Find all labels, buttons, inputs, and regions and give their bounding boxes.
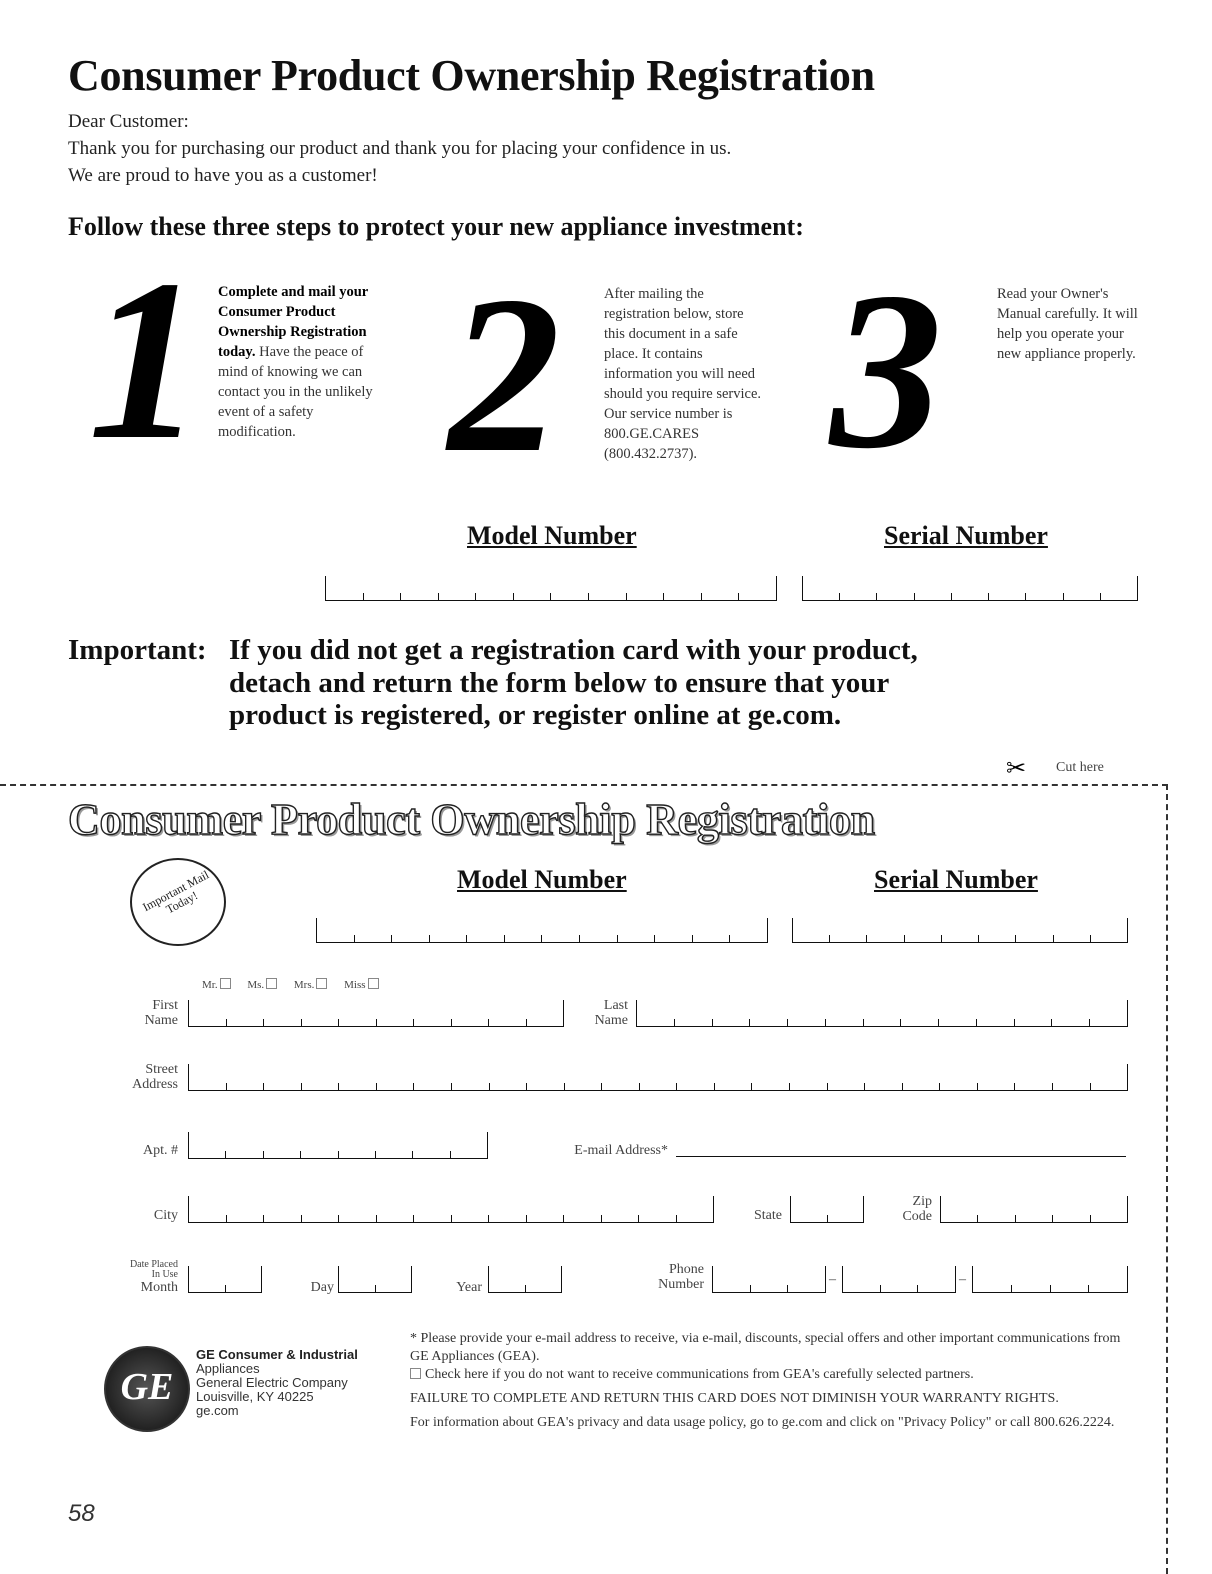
form-title: Consumer Product Ownership Registration	[68, 795, 875, 844]
cut-line[interactable]	[0, 784, 1168, 786]
step-3-number: 3	[830, 245, 943, 495]
street-address-field[interactable]	[188, 1064, 1128, 1091]
step-3-text: Read your Owner's Manual carefully. It will help you operate your new appliance properly.	[997, 286, 1138, 362]
ge-logo	[104, 1346, 190, 1432]
email-field[interactable]	[676, 1156, 1126, 1157]
page-number: 58	[68, 1500, 95, 1527]
stamp-text: Important Mail Today!	[140, 867, 212, 917]
street-address-label: Street Address	[132, 1062, 178, 1092]
warranty-notice: FAILURE TO COMPLETE AND RETURN THIS CARD DOES NOT DIMINISH YOUR WARRANTY RIGHTS.	[410, 1391, 1059, 1406]
date-placed-label: Date Placed In Use Month	[129, 1259, 178, 1295]
first-name-field[interactable]	[188, 1000, 564, 1027]
year-field[interactable]	[488, 1266, 562, 1293]
important-text: If you did not get a registration card with your product, detach and return the form below to ensure that your product is registered, or register online at ge.com.	[229, 634, 918, 731]
year-label: Year	[456, 1280, 482, 1295]
state-field[interactable]	[790, 1196, 864, 1223]
form-model-number-heading: Model Number	[457, 865, 627, 894]
zip-code-field[interactable]	[940, 1196, 1128, 1223]
form-model-number-boxes[interactable]	[316, 918, 768, 943]
scissors-icon: ✂	[1006, 756, 1027, 782]
form-serial-number-boxes[interactable]	[792, 918, 1128, 943]
company-name: GE Consumer & Industrial	[196, 1347, 358, 1362]
email-label: E-mail Address*	[574, 1143, 668, 1158]
serial-number-heading: Serial Number	[884, 521, 1048, 550]
salutation-miss[interactable]: Miss	[344, 979, 378, 991]
company-legal: General Electric Company	[196, 1375, 348, 1390]
model-number-heading: Model Number	[467, 521, 637, 550]
intro-text	[68, 108, 1068, 189]
important-label: Important:	[68, 634, 207, 666]
privacy-notice: For information about GEA's privacy and data usage policy, go to ge.com and click on "Privacy Policy" or call 800.626.2224.	[410, 1415, 1115, 1430]
phone-area-code-field[interactable]	[712, 1266, 826, 1293]
first-name-label: First Name	[144, 998, 178, 1028]
phone-number-label: Phone Number	[658, 1262, 704, 1292]
apt-label: Apt. #	[143, 1143, 178, 1158]
last-name-label: Last Name	[594, 998, 628, 1028]
salutation-mr[interactable]: Mr.	[202, 979, 231, 991]
step-1-body: Have the peace of mind of knowing we can contact you in the unlikely event of a safety modification.	[218, 344, 373, 440]
cut-here-label: Cut here	[1056, 760, 1104, 775]
greeting: Dear Customer:	[68, 111, 189, 132]
form-serial-number-heading: Serial Number	[874, 865, 1038, 894]
phone-dash: –	[829, 1272, 836, 1287]
day-label: Day	[310, 1280, 334, 1295]
phone-prefix-field[interactable]	[842, 1266, 956, 1293]
model-number-boxes[interactable]	[325, 576, 777, 601]
important-mail-today-stamp	[130, 858, 226, 946]
city-label: City	[153, 1208, 178, 1223]
ge-monogram-icon: GE	[120, 1366, 174, 1408]
zip-code-label: Zip Code	[902, 1194, 932, 1224]
company-division: Appliances	[196, 1361, 260, 1376]
salutation-options	[202, 978, 379, 991]
thank-you-line: Thank you for purchasing our product and thank you for placing your confidence in us.	[68, 138, 732, 159]
day-field[interactable]	[338, 1266, 412, 1293]
company-address	[196, 1348, 358, 1418]
phone-line-field[interactable]	[972, 1266, 1128, 1293]
proud-line: We are proud to have you as a customer!	[68, 165, 378, 186]
salutation-mrs[interactable]: Mrs.	[294, 979, 327, 991]
step-1-bold: Complete and mail your Consumer Product Ownership Registration today.	[218, 284, 368, 360]
phone-dash: –	[959, 1272, 966, 1287]
steps-heading: Follow these three steps to protect your new appliance investment:	[68, 212, 804, 241]
month-field[interactable]	[188, 1266, 262, 1293]
last-name-field[interactable]	[636, 1000, 1128, 1027]
company-city: Louisville, KY 40225	[196, 1389, 314, 1404]
optout-option[interactable]: Check here if you do not want to receive communications from GEA's carefully selected partners.	[420, 1366, 1136, 1384]
cut-line-vertical[interactable]	[1166, 784, 1168, 1574]
footnotes	[410, 1330, 1136, 1432]
apt-field[interactable]	[188, 1132, 488, 1159]
email-footnote: * Please provide your e-mail address to receive, via e-mail, discounts, special offers and other important communications from GE Appliances (GEA).	[410, 1331, 1121, 1364]
salutation-ms[interactable]: Ms.	[247, 979, 277, 991]
step-1-text	[218, 282, 388, 442]
step-2-text: After mailing the registration below, store this document in a safe place. It contains information you will need should you require service. Our service number is 800.GE.CARES (800.432.2737).	[604, 286, 762, 462]
company-web: ge.com	[196, 1403, 239, 1418]
step-2-number: 2	[448, 249, 561, 499]
state-label: State	[754, 1208, 782, 1223]
step-1-number: 1	[88, 232, 203, 487]
page-title: Consumer Product Ownership Registration	[68, 51, 875, 100]
serial-number-boxes[interactable]	[802, 576, 1138, 601]
city-field[interactable]	[188, 1196, 714, 1223]
